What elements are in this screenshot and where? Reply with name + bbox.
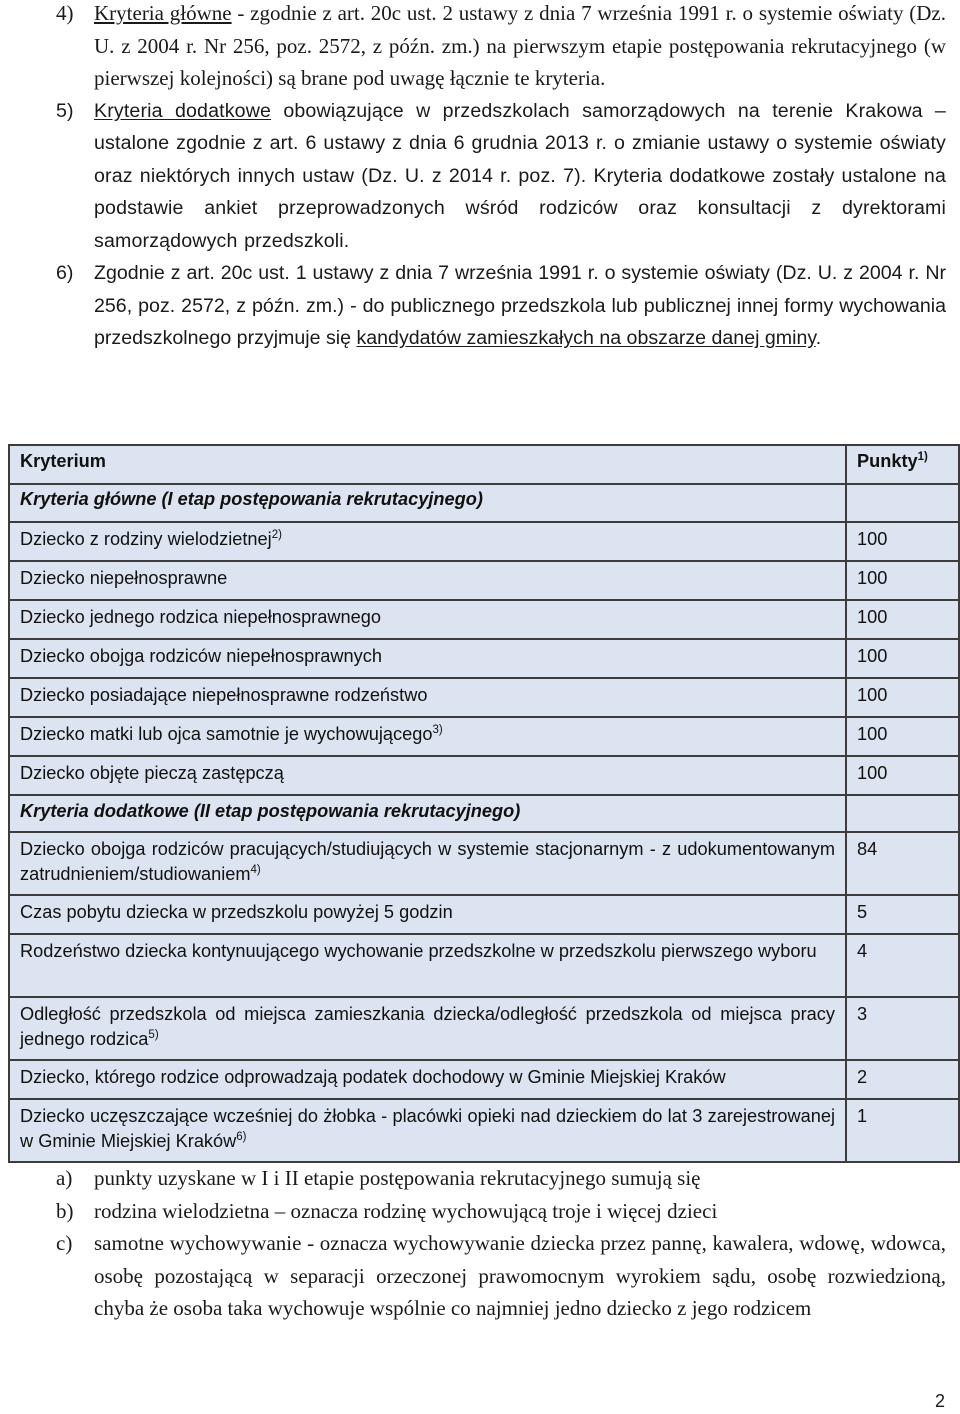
criteria-explanation-list	[56, 0, 946, 355]
item-text: obowiązujące w przedszkolach samorządowych na terenie Krakowa – ustalone zgodnie z art. 6 ustawy z dnia 6 grudnia 2013 r. o zmianie ustawy o systemie oświaty oraz niektórych innych ustaw (Dz. U. z 2014 r. poz. 7). Kryteria dodatkowe zostały ustalone na podstawie ankiet przeprowadzonych wśród rodziców oraz konsultacji z dyrektorami samorządowych przedszkoli.	[94, 99, 946, 252]
note-letter: a)	[56, 1166, 73, 1190]
criterion-cell	[9, 678, 846, 717]
note-text: rodzina wielodzietna – oznacza rodzinę wychowującą troje i więcej dzieci	[94, 1198, 718, 1223]
table-row	[9, 600, 959, 639]
page-number: 2	[934, 1391, 945, 1411]
table-row	[9, 639, 959, 678]
note-text: samotne wychowywanie - oznacza wychowywanie dziecka przez pannę, kawalera, wdowę, wdowca, osobę pozostającą w separacji orzeczonej prawomocnym wyrokiem sądu, osobę rozwiedzioną, chyba że osoba taka wychowuje wspólnie co najmniej jedno dziecko z jego rodzicem	[94, 1231, 946, 1320]
criterion-text: Dziecko uczęszczające wcześniej do żłobka - placówki opieki nad dzieckiem do lat 3 zarejestrowanej w Gminie Miejskiej Kraków	[20, 1106, 835, 1151]
criterion-cell	[9, 934, 846, 997]
criterion-text: Odległość przedszkola od miejsca zamieszkania dziecka/odległość przedszkola od miejsca pracy jednego rodzica	[20, 1004, 835, 1049]
footnotes-list	[56, 1162, 946, 1325]
criterion-cell	[9, 639, 846, 678]
points-cell: 4	[846, 934, 959, 997]
criterion-text: Rodzeństwo dziecka kontynuującego wychowanie przedszkolne w przedszkolu pierwszego wyboru	[20, 941, 817, 961]
criteria-table	[8, 444, 960, 1163]
criterion-text: Dziecko niepełnosprawne	[20, 568, 228, 588]
points-cell: 100	[846, 522, 959, 561]
note-letter: b)	[56, 1198, 74, 1223]
criterion-text: Dziecko obojga rodziców niepełnosprawnych	[20, 646, 382, 666]
note-c	[56, 1227, 946, 1325]
item-text: Zgodnie z art. 20c ust. 1 ustawy z dnia 7 września 1991 r. o systemie oświaty (Dz. U. z 2004 r. Nr 256, poz. 2572, z późn. zm.) - do publicznego przedszkola lub publicznej innej formy wychowania przedszkolnego przyjmuje się	[94, 262, 946, 349]
criterion-cell	[9, 717, 846, 756]
points-cell: 84	[846, 832, 959, 895]
footnote-marker: 5)	[148, 1028, 159, 1041]
points-cell: 100	[846, 678, 959, 717]
header-criterion: Kryterium	[9, 445, 846, 484]
item-text: - zgodnie z art. 20c ust. 2 ustawy z dnia 7 września 1991 r. o systemie oświaty (Dz. U. z 2004 r. Nr 256, poz. 2572, z późn. zm.) na pierwszym etapie postępowania rekrutacyjnego (w pierwszej kolejności) są brane pod uwagę łącznie te kryteria.	[94, 1, 946, 90]
points-cell: 3	[846, 997, 959, 1060]
points-cell: 100	[846, 561, 959, 600]
section-title-additional: Kryteria dodatkowe (II etap postępowania rekrutacyjnego)	[9, 795, 846, 832]
table-row	[9, 717, 959, 756]
table-row	[9, 522, 959, 561]
points-cell: 100	[846, 756, 959, 795]
table-row	[9, 895, 959, 934]
item-number: 6)	[56, 262, 74, 284]
table-row	[9, 756, 959, 795]
criterion-text: Czas pobytu dziecka w przedszkolu powyżej 5 godzin	[20, 902, 453, 922]
table-row	[9, 997, 959, 1060]
criterion-cell	[9, 895, 846, 934]
table-row	[9, 832, 959, 895]
main-criteria-link[interactable]: Kryteria główne	[94, 1, 232, 25]
footnote-marker: 3)	[432, 724, 443, 736]
points-cell: 2	[846, 1060, 959, 1099]
additional-criteria-link[interactable]: Kryteria dodatkowe	[94, 99, 272, 122]
criterion-cell	[9, 561, 846, 600]
item-6: 6) Zgodnie z art. 20c ust. 1 ustawy z dnia 7 września 1991 r. o systemie oświaty (Dz. U. z 2004 r. Nr 256, poz. 2572, z późn. zm.) - do publicznego przedszkola lub publicznej innej formy wychowania przedszkolnego przyjmuje się kandydatów zamieszkałych na obszarze danej gminy.	[56, 257, 946, 355]
criterion-cell	[9, 756, 846, 795]
footnote-marker: 2)	[271, 529, 282, 541]
item-5	[56, 95, 946, 258]
table-row	[9, 561, 959, 600]
item-number: 5)	[56, 99, 74, 122]
criterion-text: Dziecko posiadające niepełnosprawne rodzeństwo	[20, 685, 428, 705]
criterion-cell	[9, 1099, 846, 1162]
header-points: Punkty$^{1)}$	[846, 445, 959, 484]
criterion-text: Dziecko objęte pieczą zastępczą	[20, 763, 284, 783]
criterion-text: Dziecko matki lub ojca samotnie je wychowującego	[20, 724, 433, 744]
footnote-marker: 4)	[250, 863, 261, 876]
item-4	[56, 0, 946, 95]
criterion-cell	[9, 997, 846, 1060]
points-cell: 100	[846, 600, 959, 639]
criterion-text: Dziecko z rodziny wielodzietnej	[20, 529, 272, 549]
criterion-cell	[9, 522, 846, 561]
criterion-text: Dziecko, którego rodzice odprowadzają podatek dochodowy w Gminie Miejskiej Kraków	[20, 1067, 726, 1087]
section-row-main	[9, 484, 959, 522]
criterion-cell	[9, 832, 846, 895]
section-title-main: Kryteria główne (I etap postępowania rekrutacyjnego)	[9, 484, 846, 522]
points-cell: 100	[846, 717, 959, 756]
note-text: punkty uzyskane w I i II etapie postępowania rekrutacyjnego sumują się	[94, 1166, 701, 1190]
note-letter: c)	[56, 1231, 73, 1255]
residence-link[interactable]: kandydatów zamieszkałych na obszarze danej gminy	[356, 327, 816, 349]
table-row	[9, 934, 959, 997]
note-a	[56, 1162, 946, 1195]
table-row	[9, 678, 959, 717]
points-cell: 100	[846, 639, 959, 678]
table-header-row	[9, 445, 959, 484]
section-row-additional	[9, 795, 959, 832]
criterion-cell	[9, 1060, 846, 1099]
points-cell: 1	[846, 1099, 959, 1162]
points-cell: 5	[846, 895, 959, 934]
item-number: 4)	[56, 1, 74, 25]
criterion-text: Dziecko obojga rodziców pracujących/studiujących w systemie stacjonarnym - z udokumentowanym zatrudnieniem/studiowaniem	[20, 839, 835, 884]
table-row	[9, 1060, 959, 1099]
footnote-marker: 6)	[236, 1130, 247, 1143]
criterion-cell	[9, 600, 846, 639]
note-b	[56, 1195, 946, 1228]
table-row	[9, 1099, 959, 1162]
criterion-text: Dziecko jednego rodzica niepełnosprawnego	[20, 607, 381, 627]
